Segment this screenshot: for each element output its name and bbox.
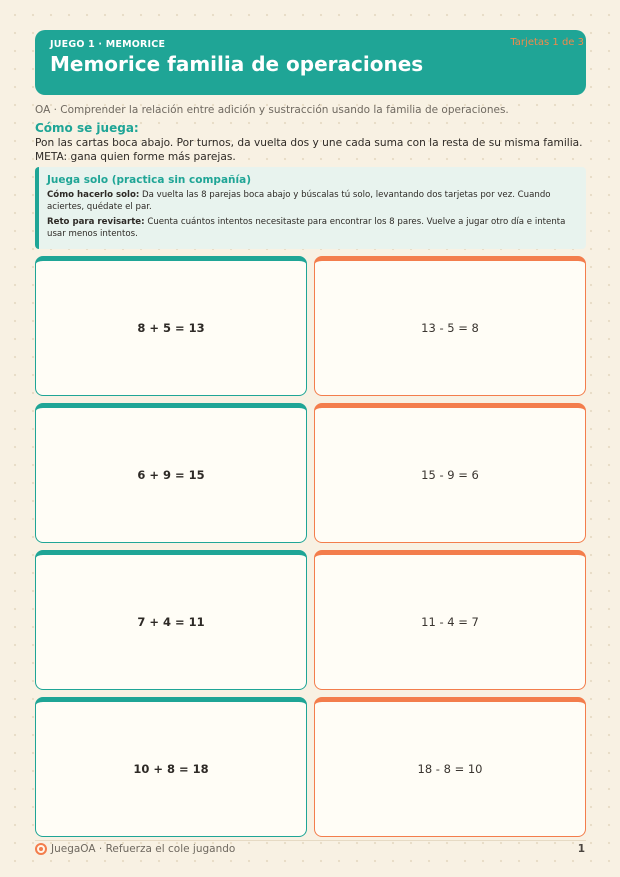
- difference-card[interactable]: 18 - 8 = 10: [314, 697, 586, 837]
- sum-card[interactable]: 7 + 4 = 11: [35, 550, 307, 690]
- page-header: [35, 30, 586, 95]
- solo-how-text: Da vuelta las 8 parejas boca abajo y búscalas tú solo, levantando dos tarjetas por vez. Cuando aciertes, quédate el par.: [47, 190, 551, 212]
- solo-challenge-text: Cuenta cuántos intentos necesitaste para encontrar los 8 pares. Vuelve a jugar otro día e intenta usar menos intentos.: [47, 217, 566, 239]
- learning-objective: OA · Comprender la relación entre adición y sustracción usando la familia de operaciones.: [35, 104, 509, 116]
- solo-challenge-paragraph: [47, 216, 576, 240]
- page-title: Memorice familia de operaciones: [50, 52, 424, 76]
- how-to-play-text: Pon las cartas boca abajo. Por turnos, da vuelta dos y une cada suma con la resta de su misma familia. META: gana quien forme más parejas.: [35, 137, 583, 163]
- difference-card[interactable]: 11 - 4 = 7: [314, 550, 586, 690]
- difference-card[interactable]: 15 - 9 = 6: [314, 403, 586, 543]
- solo-how-label: Cómo hacerlo solo:: [47, 190, 140, 200]
- footer-divider: [35, 840, 586, 841]
- solo-how-paragraph: [47, 189, 576, 213]
- sum-card[interactable]: 8 + 5 = 13: [35, 256, 307, 396]
- sum-card[interactable]: 10 + 8 = 18: [35, 697, 307, 837]
- target-logo-icon: [35, 843, 47, 855]
- how-to-play-heading: Cómo se juega:: [35, 121, 139, 135]
- game-kicker: JUEGO 1 · MEMORICE: [50, 39, 166, 50]
- page-number: 1: [577, 843, 585, 855]
- footer-brand-text: JuegaOA · Refuerza el cole jugando: [51, 843, 236, 855]
- card-set-label: Tarjetas 1 de 3: [510, 37, 584, 48]
- sum-card[interactable]: 6 + 9 = 15: [35, 403, 307, 543]
- solo-play-title: Juega solo (practica sin compañía): [47, 174, 251, 186]
- solo-play-box: [35, 167, 586, 249]
- difference-card[interactable]: 13 - 5 = 8: [314, 256, 586, 396]
- solo-challenge-label: Reto para revisarte:: [47, 217, 145, 227]
